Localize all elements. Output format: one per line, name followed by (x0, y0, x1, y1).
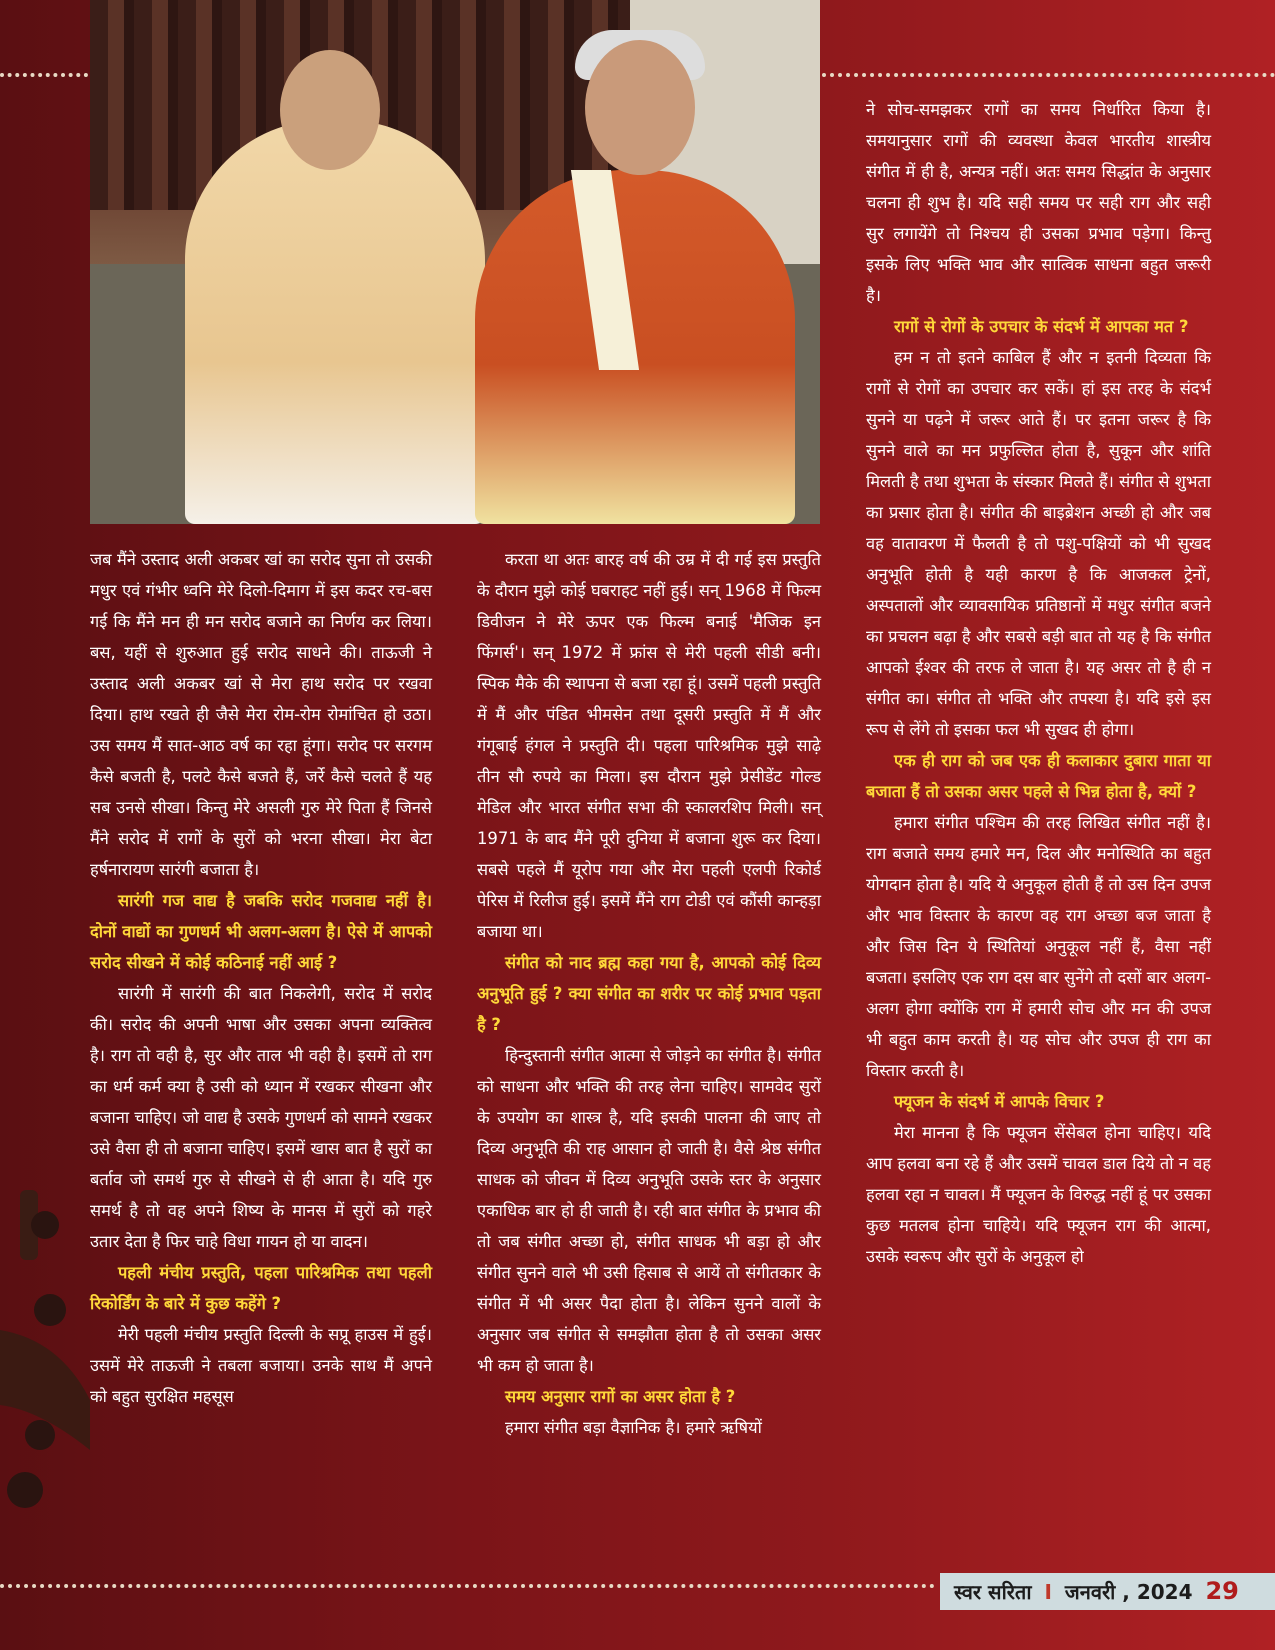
paragraph: हम न तो इतने काबिल हैं और न इतनी दिव्यता कि रागों से रोगों का उपचार कर सकें। हां इस तरह के संदर्भ सुनने या पढ़ने में जरूर आते हैं। पर इतना जरूर है कि सुनने वाले का मन प्रफुल्लित होता है, सुकून और शांति मिलती है तथा शुभता के संस्कार मिलते हैं। संगीत से शुभता का प्रसार होता है। संगीत की बाइब्रेशन अच्छी हो और जब वह वातावरण में फैलती है तो पशु-पक्षियों को भी सुखद अनुभूति होती है यही कारण है कि आजकल ट्रेनों, अस्पतालों और व्यावसायिक प्रतिष्ठानों में मधुर संगीत बजने का प्रचलन बढ़ा है और सबसे बड़ी बात तो यह है कि संगीत आपको ईश्वर की तरफ ले जाता है। यह असर तो है ही न संगीत का। संगीत तो भक्ति और तपस्या है। यदि इसे इस रूप से लेंगे तो इसका फल भी सुखद ही होगा। (866, 348, 1211, 739)
interview-question: रागों से रोगों के उपचार के संदर्भ में आपका मत ? (894, 317, 1189, 336)
page-footer (940, 1573, 1275, 1610)
top-dotted-rule-right (822, 73, 1275, 77)
paragraph: ने सोच-समझकर रागों का समय निर्धारित किया है। समयानुसार रागों की व्यवस्था केवल भारतीय शास्त्रीय संगीत में ही है, अन्यत्र नहीं। अतः समय सिद्धांत के अनुसार चलना ही शुभ है। यदि सही समय पर सही राग और सही सुर लगायेंगे तो निश्चय ही उसका प्रभाव पड़ेगा। किन्तु इसके लिए भक्ति भाव और सात्विक साधना बहुत जरूरी है। (866, 100, 1211, 305)
paragraph: करता था अतः बारह वर्ष की उम्र में दी गई इस प्रस्तुति के दौरान मुझे कोई घबराहट नहीं हुई। सन् 1968 में फिल्म डिवीजन ने मेरे ऊपर एक फिल्म बनाई 'मैजिक इन फिंगर्स'। सन् 1972 में फ्रांस से मेरी पहली सीडी बनी। स्पिक मैके की स्थापना से बजा रहा हूं। उसमें पहली प्रस्तुति में मैं और पंडित भीमसेन तथा दूसरी प्रस्तुति में मैं और गंगूबाई हंगल ने प्रस्तुति दी। पहला पारिश्रमिक मुझे साढ़े तीन सौ रुपये का मिला। इस दौरान मुझे प्रेसीडेंट गोल्ड मेडिल और भारत संगीत सभा की स्कालरशिप मिली। सन् 1971 के बाद मैंने पूरी दुनिया में बजाना शुरू कर दिया। सबसे पहले मैं यूरोप गया और मेरा पहली एलपी रिकोर्ड पेरिस में रिलीज हुई। इसमें मैंने राग टोडी एवं कौंसी कान्हड़ा बजाया था। (477, 550, 821, 941)
interview-question: समय अनुसार रागों का असर होता है ? (505, 1387, 736, 1406)
text-column-3 (866, 94, 1211, 1272)
page-number: 29 (1205, 1577, 1239, 1605)
person-left (185, 120, 485, 524)
bottom-dotted-rule (0, 1584, 935, 1588)
paragraph: हमारा संगीत बड़ा वैज्ञानिक है। हमारे ऋषियों (505, 1418, 762, 1437)
interview-question: सारंगी गज वाद्य है जबकि सरोद गजवाद्य नहीं है। दोनों वाद्यों का गुणधर्म भी अलग-अलग है। ऐसे में आपको सरोद सीखने में कोई कठिनाई नहीं आई ? (90, 891, 432, 972)
top-dotted-rule-left (0, 73, 88, 77)
footer-separator: I (1044, 1580, 1052, 1604)
paragraph: हमारा संगीत पश्चिम की तरह लिखित संगीत नहीं है। राग बजाते समय हमारे मन, दिल और मनोस्थिति का बहुत योगदान होता है। यदि ये अनुकूल होती हैं तो उस दिन उपज और भाव विस्तार के कारण वह राग अच्छा बज जाता है और जिस दिन ये स्थितियां अनुकूल नहीं हैं, वैसा नहीं बजता। इसलिए एक राग दस बार सुनेंगे तो दसों बार अलग-अलग होगा क्योंकि राग में हमारी सोच और मन की उपज भी बहुत काम करती है। यह सोच और उपज ही राग का विस्तार करती है। (866, 813, 1211, 1080)
interview-question: पहली मंचीय प्रस्तुति, पहला पारिश्रमिक तथा पहली रिकोर्डिंग के बारे में कुछ कहेंगे ? (90, 1263, 432, 1313)
paragraph: सारंगी में सारंगी की बात निकलेगी, सरोद में सरोद की। सरोद की अपनी भाषा और उसका अपना व्यक्तित्व है। राग तो वही है, सुर और ताल भी वही है। इसमें तो राग का धर्म कर्म क्या है उसी को ध्यान में रखकर सीखना और बजाना चाहिए। जो वाद्य है उसके गुणधर्म को सामने रखकर उसे वैसा ही तो बजाना चाहिए। इसमें खास बात है सुरों का बर्ताव जो समर्थ गुरु से सीखने से ही आता है। यदि गुरु समर्थ है तो वह अपने शिष्य के मानस में सुरों को गहरे उतार देता है फिर चाहे विधा गायन हो या वादन। (90, 984, 432, 1251)
paragraph: मेरा मानना है कि फ्यूजन सेंसेबल होना चाहिए। यदि आप हलवा बना रहे हैं और उसमें चावल डाल दिये तो न वह हलवा रहा न चावल। मैं फ्यूजन के विरुद्ध नहीं हूं पर उसका कुछ मतलब होना चाहिये। यदि फ्यूजन राग की आत्मा, उसके स्वरूप और सुरों के अनुकूल हो (866, 1123, 1211, 1266)
person-left-head (280, 50, 380, 170)
sarangi-decoration-icon (0, 1190, 90, 1520)
paragraph: हिन्दुस्तानी संगीत आत्मा से जोड़ने का संगीत है। संगीत को साधना और भक्ति की तरह लेना चाहिए। सामवेद सुरों के उपयोग का शास्त्र है, यदि इसकी पालना की जाए तो दिव्य अनुभूति की राह आसान हो जाती है। वैसे श्रेष्ठ संगीत साधक को जीवन में दिव्य अनुभूति उसके स्तर के अनुसार एकाधिक बार हो ही जाती है। रही बात संगीत के प्रभाव की तो जब संगीत अच्छा हो, संगीत साधक भी बड़ा हो और संगीत सुनने वाले भी उसी हिसाब से आयें तो संगीतकार के संगीत में भी असर पैदा होता है। लेकिन सुनने वालों के अनुसार जब संगीत से समझौता होता है तो उसका असर भी कम हो जाता है। (477, 1046, 821, 1375)
text-column-2 (477, 544, 821, 1443)
person-right-scarf (571, 170, 639, 370)
text-column-1 (90, 544, 432, 1412)
person-right (475, 170, 795, 524)
magazine-name: स्वर सरिता (954, 1580, 1032, 1604)
person-right-head (585, 40, 695, 175)
interview-photo (90, 0, 820, 524)
paragraph: मेरी पहली मंचीय प्रस्तुति दिल्ली के सप्रू हाउस में हुई। उसमें मेरे ताऊजी ने तबला बजाया। उनके साथ मैं अपने को बहुत सुरक्षित महसूस (90, 1325, 432, 1406)
issue-date: जनवरी , 2024 (1064, 1580, 1193, 1604)
interview-question: एक ही राग को जब एक ही कलाकार दुबारा गाता या बजाता हैं तो उसका असर पहले से भिन्न होता है, क्यों ? (866, 751, 1211, 801)
interview-question: संगीत को नाद ब्रह्म कहा गया है, आपको कोई दिव्य अनुभूति हुई ? क्या संगीत का शरीर पर कोई प्रभाव पड़ता है ? (477, 953, 821, 1034)
interview-question: फ्यूजन के संदर्भ में आपके विचार ? (894, 1092, 1105, 1111)
paragraph: जब मैंने उस्ताद अली अकबर खां का सरोद सुना तो उसकी मधुर एवं गंभीर ध्वनि मेरे दिलो-दिमाग में इस कदर रच-बस गई कि मैंने मन ही मन सरोद बजाने का निर्णय कर लिया। बस, यहीं से शुरुआत हुई सरोद साधने की। ताऊजी ने उस्ताद अली अकबर खां से मेरा हाथ सरोद पर रखवा दिया। हाथ रखते ही जैसे मेरा रोम-रोम रोमांचित हो उठा। उस समय मैं सात-आठ वर्ष का रहा हूंगा। सरोद पर सरगम कैसे बजती है, पलटे कैसे बजते हैं, जर्रे कैसे चलते हैं यह सब उनसे सीखा। किन्तु मेरे असली गुरु मेरे पिता हैं जिनसे मैंने सरोद में रागों के सुरों को भरना सीखा। मेरा बेटा हर्षनारायण सारंगी बजाता है। (90, 550, 432, 879)
